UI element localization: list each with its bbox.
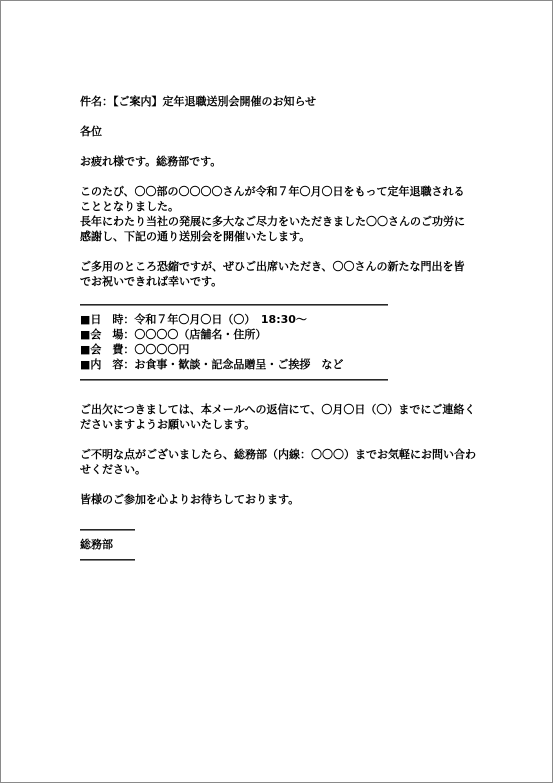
closing-line: 皆様のご参加を心よりお待ちしております。 (80, 493, 300, 506)
request-line: ご多用のところ恐縮ですが、ぜひご出席いただき、〇〇さんの新たな門出を皆 (80, 260, 465, 273)
email-body (80, 94, 480, 567)
detail-fee: ■会 費：〇〇〇〇円 (80, 343, 190, 356)
signature: 総務部 (80, 538, 113, 551)
rsvp-line: ご出欠につきましては、本メールへの返信にて、〇月〇日（〇）までにご連絡く (80, 403, 476, 416)
rsvp-line: ださいますようお願いいたします。 (80, 418, 256, 431)
inquiry-line: ご不明な点がございましたら、総務部（内線：〇〇〇）までお気軽にお問い合わ (80, 448, 476, 461)
signature-rule-bottom: ――――― (80, 553, 135, 566)
detail-datetime: ■日 時：令和７年〇月〇日（〇） 18:30～ (80, 313, 307, 326)
inquiry-line: せください。 (80, 463, 146, 476)
divider-bottom: ―――――――――――――――――――――――――――― (80, 373, 388, 386)
recipient-line: 各位 (80, 125, 102, 138)
request-paragraph (80, 259, 480, 289)
divider-top: ―――――――――――――――――――――――――――― (80, 298, 388, 311)
intro-line: 長年にわたり当社の発展に多大なご尽力をいただきました〇〇さんのご功労に (80, 215, 465, 228)
detail-venue: ■会 場：〇〇〇〇（店舗名・住所） (80, 328, 267, 341)
signature-rule-top: ――――― (80, 523, 135, 536)
intro-line: このたび、〇〇部の〇〇〇〇さんが令和７年〇月〇日をもって定年退職される (80, 185, 465, 198)
request-line: でお祝いできれば幸いです。 (80, 275, 223, 288)
greeting-line: お疲れ様です。総務部です。 (80, 155, 222, 168)
subject-line: 件名：【ご案内】定年退職送別会開催のお知らせ (80, 95, 317, 108)
intro-line: こととなりました。 (80, 200, 179, 213)
intro-line: 感謝し、下記の通り送別会を開催いたします。 (80, 230, 311, 243)
inquiry-paragraph (80, 447, 480, 477)
detail-content: ■内 容：お食事・歓談・記念品贈呈・ご挨拶 など (80, 358, 344, 371)
intro-paragraph (80, 184, 480, 244)
details-list (80, 312, 480, 372)
rsvp-paragraph (80, 402, 480, 432)
